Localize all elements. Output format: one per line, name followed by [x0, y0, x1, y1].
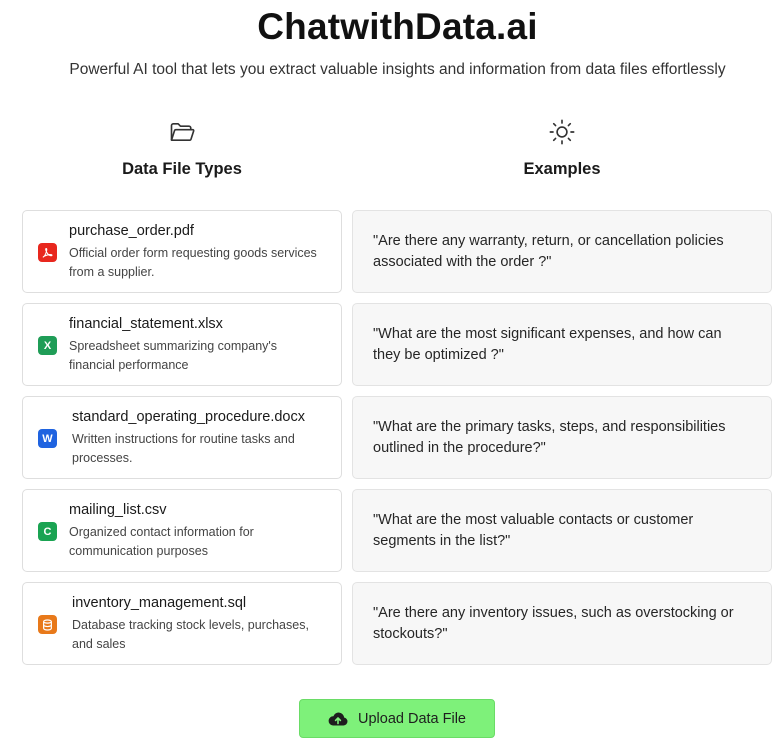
- example-prompt[interactable]: "Are there any inventory issues, such as overstocking or stockouts?": [352, 582, 772, 665]
- file-name: inventory_management.sql: [72, 595, 247, 611]
- examples-label: Examples: [523, 160, 601, 178]
- list-item: [22, 303, 772, 386]
- file-description: Written instructions for routine tasks and processes.: [72, 432, 295, 465]
- file-card-sql[interactable]: [22, 582, 342, 665]
- file-name: standard_operating_procedure.docx: [72, 409, 305, 425]
- file-name: mailing_list.csv: [69, 502, 167, 518]
- folder-open-icon: [168, 118, 196, 146]
- file-description: Official order form requesting goods services from a supplier.: [69, 246, 317, 279]
- page-subtitle: Powerful AI tool that lets you extract valuable insights and information from data files effortlessly: [69, 61, 726, 78]
- pdf-icon: [38, 243, 57, 262]
- file-name: financial_statement.xlsx: [69, 316, 223, 332]
- example-prompt[interactable]: "What are the most valuable contacts or customer segments in the list?": [352, 489, 772, 572]
- example-prompt[interactable]: "What are the most significant expenses, and how can they be optimized ?": [352, 303, 772, 386]
- page-title: ChatwithData.ai: [257, 6, 538, 47]
- list-item: [22, 210, 772, 293]
- sun-icon: [548, 118, 576, 146]
- file-card-csv[interactable]: [22, 489, 342, 572]
- upload-data-file-button[interactable]: [299, 699, 495, 738]
- file-card-docx[interactable]: [22, 396, 342, 479]
- excel-icon: X: [38, 336, 57, 355]
- csv-icon: C: [38, 522, 57, 541]
- list-item: [22, 489, 772, 572]
- file-card-xlsx[interactable]: [22, 303, 342, 386]
- example-prompt[interactable]: "What are the primary tasks, steps, and responsibilities outlined in the procedure?": [352, 396, 772, 479]
- file-name: purchase_order.pdf: [69, 223, 194, 239]
- data-file-types-header: [22, 118, 342, 179]
- list-item: [22, 582, 772, 665]
- file-description: Organized contact information for communication purposes: [69, 525, 254, 558]
- file-description: Database tracking stock levels, purchases, and sales: [72, 618, 309, 651]
- cloud-upload-icon: [328, 711, 348, 727]
- list-item: [22, 396, 772, 479]
- example-prompt[interactable]: "Are there any warranty, return, or cancellation policies associated with the order ?": [352, 210, 772, 293]
- file-card-pdf[interactable]: [22, 210, 342, 293]
- upload-button-label: Upload Data File: [358, 710, 466, 727]
- data-file-types-label: Data File Types: [122, 160, 242, 178]
- word-icon: W: [38, 429, 57, 448]
- examples-header: [402, 118, 722, 179]
- file-description: Spreadsheet summarizing company's financial performance: [69, 339, 278, 372]
- file-example-list: [22, 210, 772, 675]
- database-icon: [38, 615, 57, 634]
